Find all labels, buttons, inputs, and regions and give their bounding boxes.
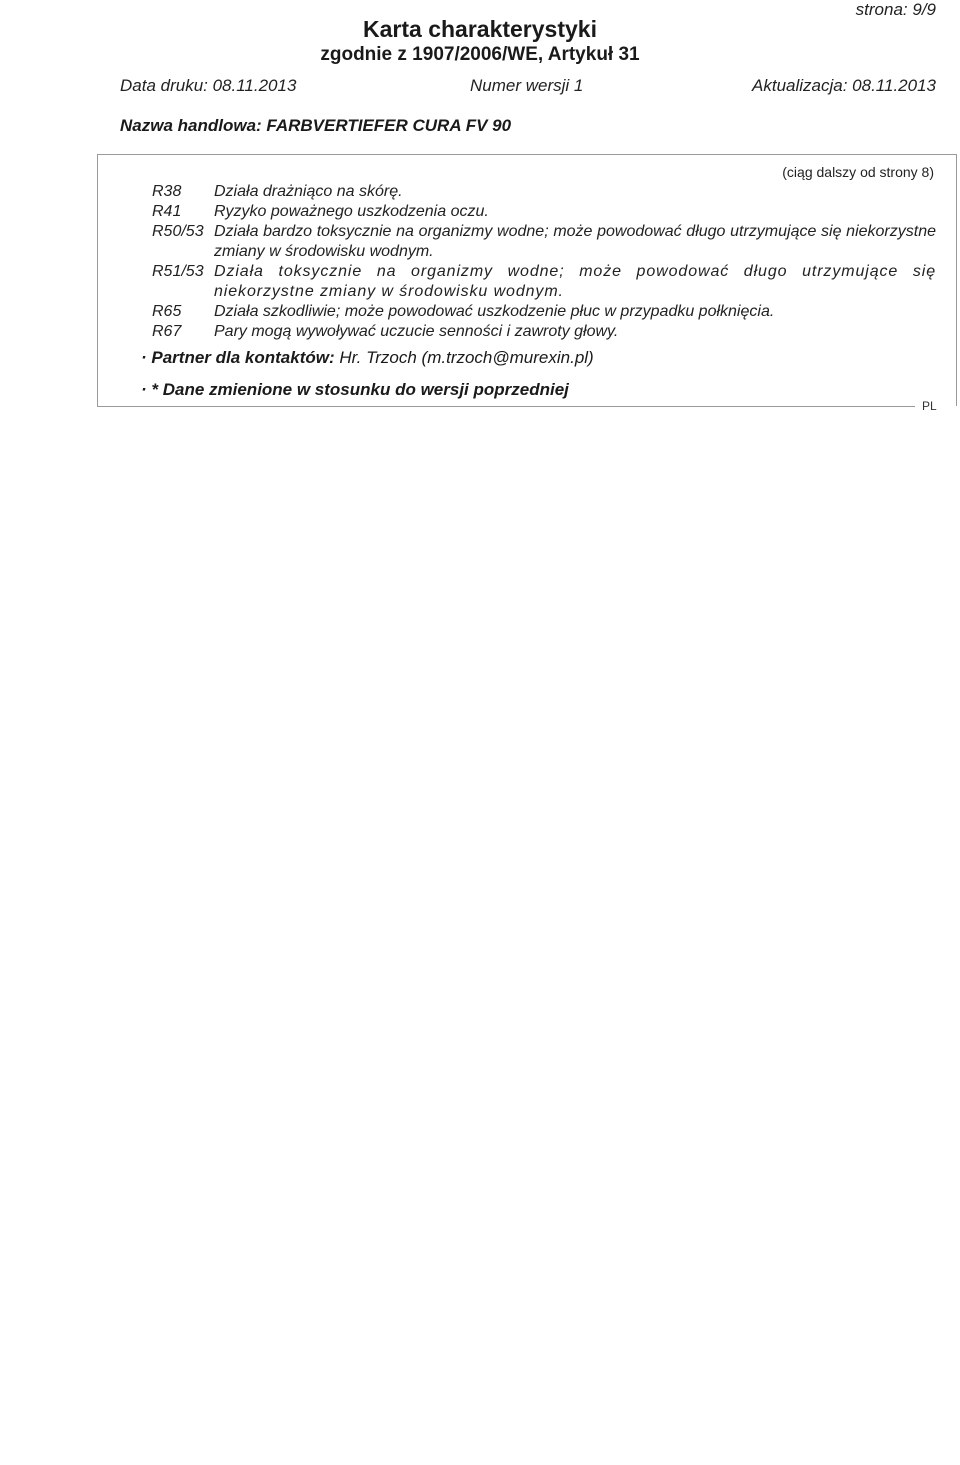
phrase-code: R38 [152,183,182,200]
risk-phrases [152,182,936,342]
version-number: Numer wersji 1 [470,76,584,95]
language-code: PL [922,399,937,413]
phrase-code: R65 [152,303,182,320]
contact-partner [141,348,594,368]
phrase-code: R51/53 [152,263,204,280]
phrase-row-r67 [152,322,936,342]
phrase-text: Działa drażniąco na skórę. [214,183,403,200]
contact-label: · Partner dla kontaktów: [141,348,335,367]
page-number: strona: 9/9 [855,0,936,19]
phrase-text: Działa bardzo toksycznie na organizmy wodne; może powodować długo utrzymujące się niekorzystne zmiany w środowisku wodnym. [214,223,936,260]
phrase-text: Pary mogą wywoływać uczucie senności i zawroty głowy. [214,323,619,340]
print-date: Data druku: 08.11.2013 [120,76,297,95]
contact-value: Hr. Trzoch (m.trzoch@murexin.pl) [339,348,594,367]
trade-name: Nazwa handlowa: FARBVERTIEFER CURA FV 90 [120,116,512,135]
phrase-row-r41 [152,202,936,222]
document-title: Karta charakterystyki [363,16,597,42]
phrase-row-r38 [152,182,936,202]
changed-data-note: · * Dane zmienione w stosunku do wersji poprzedniej [141,380,569,399]
phrase-code: R41 [152,203,182,220]
phrase-text: Ryzyko poważnego uszkodzenia oczu. [214,203,489,220]
continued-note: (ciąg dalszy od strony 8) [782,164,934,180]
box-bottom-rule [97,406,915,407]
update-date: Aktualizacja: 08.11.2013 [752,76,936,95]
phrase-row-r65 [152,302,936,322]
document-subtitle: zgodnie z 1907/2006/WE, Artykuł 31 [320,44,640,65]
phrase-text: Działa toksycznie na organizmy wodne; może powodować długo utrzymujące się niekorzystne zmiany w środowisku wodnym. [214,263,936,300]
phrase-row-r50-53 [152,222,936,262]
phrase-code: R67 [152,323,182,340]
phrase-code: R50/53 [152,223,204,240]
phrase-text: Działa szkodliwie; może powodować uszkodzenie płuc w przypadku połknięcia. [214,303,775,320]
phrase-row-r51-53 [152,262,936,302]
